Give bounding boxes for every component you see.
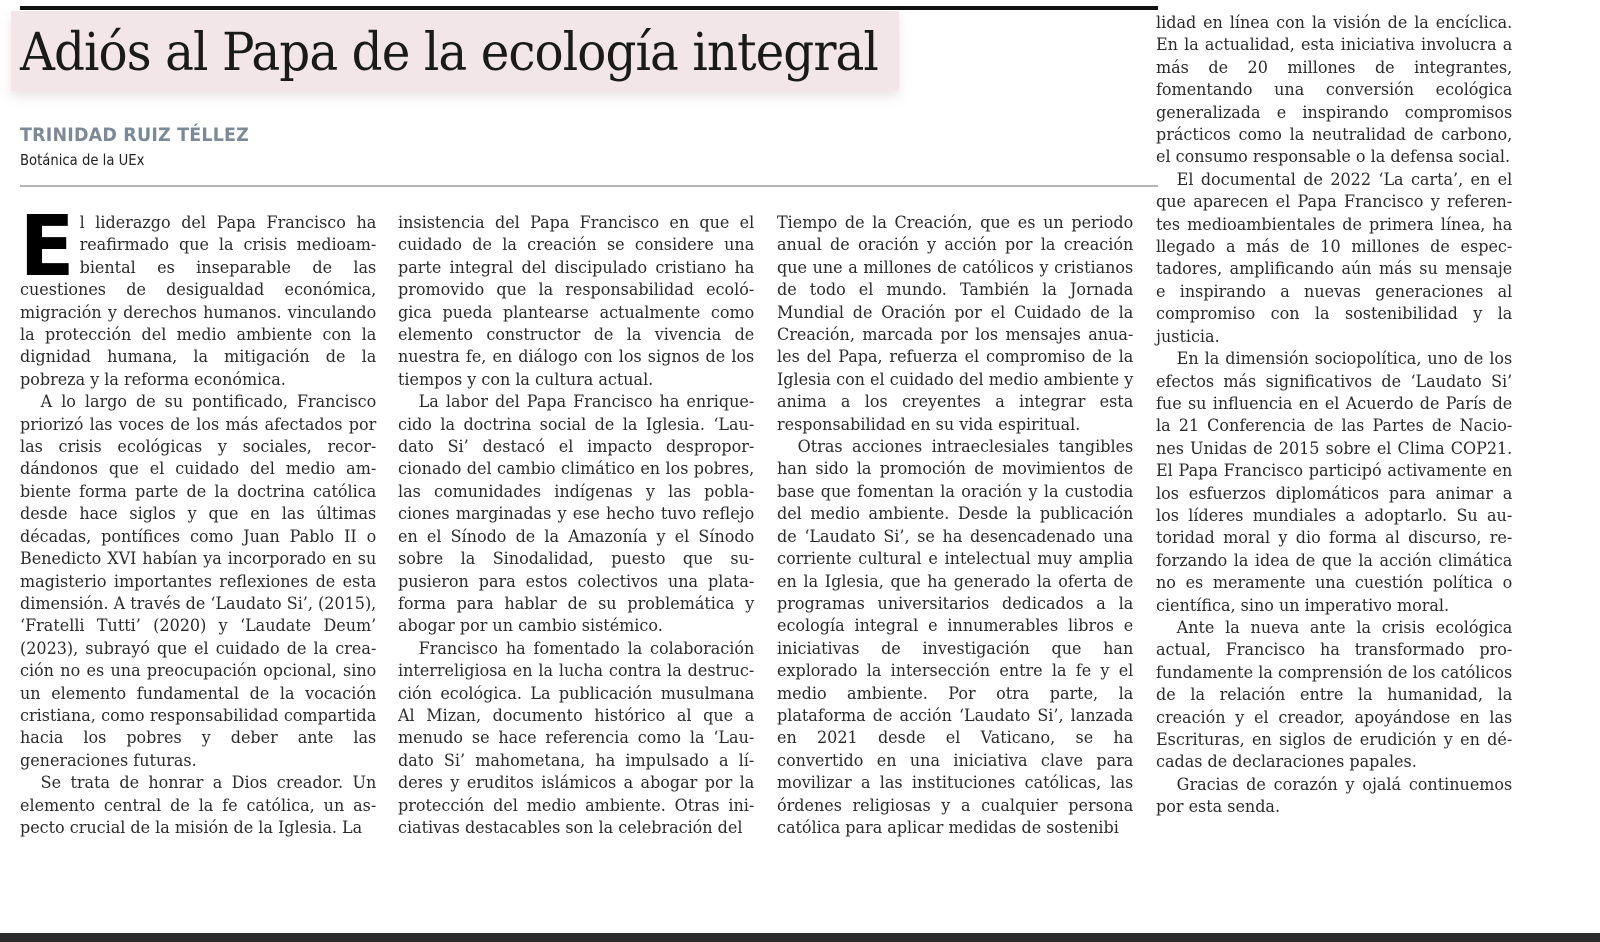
headline: Adiós al Papa de la ecología integral	[20, 23, 878, 83]
article-column-4	[1156, 12, 1512, 819]
article-paragraph: El documental de 2022 ‘La carta’, en el que aparecen el Papa Francisco y referentes medioambientales de primera línea, ha llegado a más de 10 millones de espectadores, amplificando aún más su mensaje e inspirando a nuevas generaciones al compromiso con la sostenibilidad y la justicia.	[1156, 169, 1513, 347]
article-paragraph: Otras acciones intraeclesiales tangibles han sido la promoción de movimientos de base que fomentan la oración y la custodia del medio ambiente. Desde la publicación de ‘Laudato Si’, se ha desencadenado una corriente cultural e intelectual muy amplia en la Iglesia, que ha generado la oferta de programas universitarios dedicados a la ecología integral e innumerables libros e iniciativas de investigación que han explorado la intersección entre la fe y el medio ambiente. Por otra parte, la plataforma de acción ‘Laudato Si’, lanzada en 2021 desde el Vaticano, se ha convertido en una iniciativa clave para movilizar a las instituciones católicas, las órdenes religiosas y a cualquier persona católica para aplicar medidas de sostenibi	[777, 437, 1134, 838]
article-paragraph: En la dimensión sociopolítica, uno de los efectos más significativos de ‘Laudato Si’ fue su influencia en el Acuerdo de París de la 21 Conferencia de las Partes de Naciones Unidas de 2015 sobre el Clima COP21. El Papa Francisco participó activamente en los esfuerzos diplomáticos para animar a los líderes mundiales a adoptarlo. Su autoridad moral y dio forma al discurso, reforzando la idea de que la acción climática no es meramente una cuestión política o científica, sino un imperativo moral.	[1156, 349, 1513, 616]
article-column-2	[398, 212, 754, 839]
article-paragraph: Gracias de corazón y ojalá continuemos por esta senda.	[1156, 774, 1513, 818]
article-paragraph: Ante la nueva ante la crisis ecológica actual, Francisco ha transformado profundamente la comprensión de los católicos de la relación entre la humanidad, la creación y el creador, apoyándose en las Escrituras, en siglos de erudición y en décadas de declaraciones papales.	[1156, 617, 1513, 773]
article-column-1	[19, 197, 377, 839]
author-role: Botánica de la UEx	[20, 151, 145, 169]
top-rule	[20, 6, 1158, 10]
article-paragraph: La labor del Papa Francisco ha enriquecido la doctrina social de la Iglesia. ‘Laudato Si’ destacó el impacto desproporcionado del cambio climático en los pobres, las comunidades indígenas y las poblaciones marginadas y ese hecho tuvo reflejo en el Sínodo de la Amazonía y el Sínodo sobre la Sinodalidad, puesto que supusieron para estos colectivos una plataforma para hablar de su problemática y abogar por un cambio sistémico.	[398, 392, 755, 637]
bottom-bar	[0, 933, 1600, 942]
article-paragraph: Francisco ha fomentado la colaboración interreligiosa en la lucha contra la destrucción ecológica. La publicación musulmana Al Mizan, documento histórico al que a menudo se hace referencia como la ‘Laudato Si’ mahometana, ha impulsado a líderes y eruditos islámicos a abogar por la protección del medio ambiente. Otras iniciativas destacables son la celebración del	[398, 638, 755, 838]
article-paragraph: Tiempo de la Creación, que es un periodo anual de oración y acción por la creación que une a millones de católicos y cristianos de todo el mundo. También la Jornada Mundial de Oración por el Cuidado de la Creación, marcada por los mensajes anuales del Papa, refuerza el compromiso de la Iglesia con el cuidado del medio ambiente y anima a los creyentes a integrar esta responsabilidad en su vida espiritual.	[777, 213, 1134, 435]
article-paragraph: El liderazgo del Papa Francisco ha reafirmado que la crisis medioambiental es inseparable de las cuestiones de desigualdad económica, migración y derechos humanos. vinculando la protección del medio ambiente con la dignidad humana, la mitigación de la pobreza y la reforma económica.	[19, 197, 377, 390]
byline-divider	[20, 185, 1158, 187]
article-paragraph: insistencia del Papa Francisco en que el cuidado de la creación se considere una parte integral del discipulado cristiano ha promovido que la responsabilidad ecológica pueda plantearse actualmente como elemento constructor de la vivencia de nuestra fe, en diálogo con los signos de los tiempos y con la cultura actual.	[398, 213, 755, 390]
author-name: TRINIDAD RUIZ TÉLLEZ	[20, 124, 250, 146]
article-paragraph: Se trata de honrar a Dios creador. Un elemento central de la fe católica, un aspecto crucial de la misión de la Iglesia. La	[20, 773, 377, 838]
drop-cap: E	[19, 197, 75, 295]
article-column-3	[777, 212, 1133, 839]
article-paragraph: lidad en línea con la visión de la encíclica. En la actualidad, esta iniciativa involucra a más de 20 millones de integrantes, fomentando una conversión ecológica generalizada e inspirando compromisos prácticos como la neutralidad de carbono, el consumo responsable o la defensa social.	[1156, 13, 1513, 168]
article-paragraph: A lo largo de su pontificado, Francisco priorizó las voces de los más afectados por las crisis ecológicas y sociales, recordándonos que el cuidado del medio ambiente forma parte de la doctrina católica desde hace siglos y que en las últimas décadas, pontífices como Juan Pablo II o Benedicto XVI habían ya incorporado en su magisterio importantes reflexiones de esta dimensión. A través de ‘Laudato Si’, (2015), ‘Fratelli Tutti’ (2020) y ‘Laudate Deum’ (2023), subrayó que el cuidado de la creación no es una preocupación opcional, sino un elemento fundamental de la vocación cristiana, como responsabilidad compartida hacia los pobres y deber ante las generaciones futuras.	[20, 392, 377, 771]
